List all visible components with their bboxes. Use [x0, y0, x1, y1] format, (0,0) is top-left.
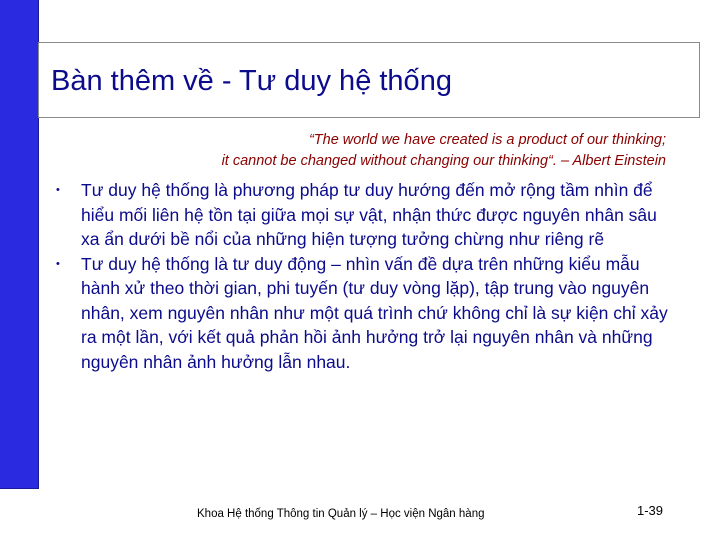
bullet-text-1: Tư duy hệ thống là phương pháp tư duy hướng đến mở rộng tầm nhìn để hiểu mối liên hệ tồn tại giữa mọi sự vật, nhận thức được nguyên nhân sâu xa ẩn dưới bề nổi của những hiện tượng tưởng chừng như riêng rẽ: [81, 180, 657, 249]
bullet-text-2: Tư duy hệ thống là tư duy động – nhìn vấn đề dựa trên những kiểu mẫu hành xử theo thời gian, phi tuyến (tư duy vòng lặp), tập trung vào nguyên nhân, xem nguyên nhân như một quá trình chứ không chỉ là sự kiện chỉ xảy ra một lần, với kết quả phản hồi ảnh hưởng trở lại nguyên nhân và những nguyên nhân ảnh hưởng lẫn nhau.: [81, 253, 668, 372]
page-number: 1-39: [637, 503, 664, 518]
bullet-item-1: [56, 178, 676, 252]
title-box: [38, 42, 700, 118]
slide-footer: Khoa Hệ thống Thông tin Quản lý – Học viện Ngân hàng: [197, 508, 485, 520]
quote-line-2: it cannot be changed without changing our thinking“. – Albert Einstein: [221, 153, 666, 169]
bullet-icon: •: [56, 257, 60, 270]
bullet-icon: •: [56, 184, 60, 196]
bullet-item-2: [56, 252, 676, 375]
quote-line-1: “The world we have created is a product of our thinking;: [308, 132, 666, 148]
slide-title: Bàn thêm về - Tư duy hệ thống: [51, 65, 452, 97]
einstein-quote: [222, 130, 666, 172]
bullet-list: [56, 178, 676, 374]
left-accent-bar: [0, 0, 39, 489]
